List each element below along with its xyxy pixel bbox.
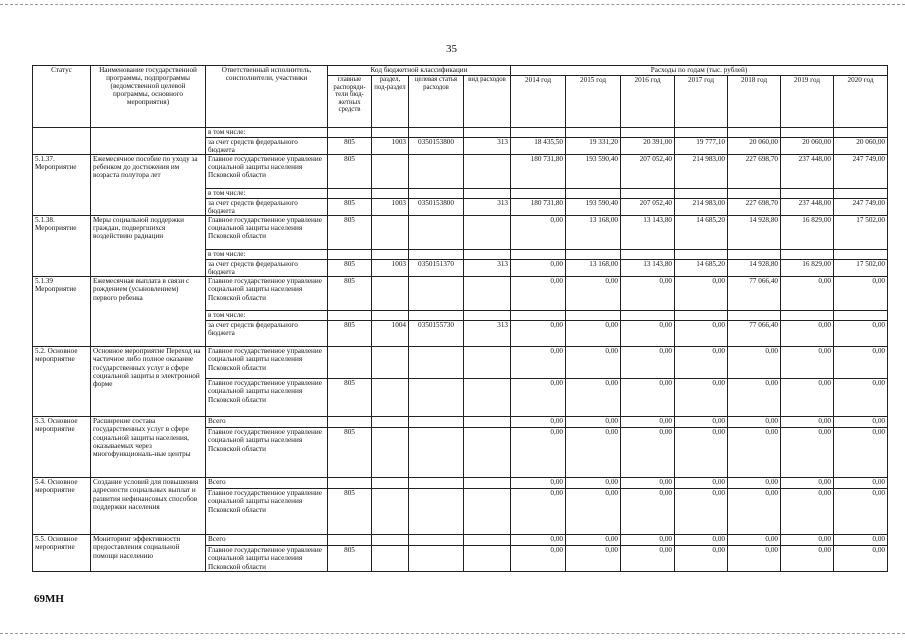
status-cell — [33, 128, 91, 155]
year-header: 2016 год — [621, 76, 675, 128]
amount-cell: 0,00 — [621, 321, 675, 347]
code-cell: 1003 — [372, 260, 409, 277]
code-cell — [464, 277, 511, 311]
amount-cell — [566, 250, 621, 260]
table-header-row — [33, 66, 888, 76]
amount-cell — [566, 189, 621, 199]
table-row — [33, 417, 888, 428]
code-cell — [464, 189, 511, 199]
code-cell — [372, 155, 409, 189]
table-row — [33, 347, 888, 379]
code-cell — [409, 277, 464, 311]
code-cell — [372, 489, 409, 535]
code-cell — [409, 417, 464, 428]
amount-cell: 0,00 — [834, 546, 888, 571]
amount-cell: 0,00 — [675, 417, 728, 428]
col-name-header: Наименование государственной программы, подпрограммы (ведомственной целевой программы, основного мероприятия) — [91, 66, 206, 128]
amount-cell: 0,00 — [566, 321, 621, 347]
amount-cell: 0,00 — [511, 546, 566, 571]
amount-cell: 0,00 — [511, 379, 566, 417]
amount-cell: 0,00 — [781, 535, 834, 546]
amount-cell: 0,00 — [728, 535, 781, 546]
amount-cell: 13 143,80 — [621, 260, 675, 277]
executor-cell: в том числе: — [206, 128, 328, 138]
footer-code: 69МН — [34, 593, 64, 605]
amount-cell: 0,00 — [511, 535, 566, 546]
executor-cell: в том числе: — [206, 250, 328, 260]
amount-cell — [621, 189, 675, 199]
amount-cell: 0,00 — [728, 379, 781, 417]
amount-cell: 0,00 — [511, 216, 566, 250]
code-cell — [372, 216, 409, 250]
amount-cell — [781, 311, 834, 321]
amount-cell: 20 060,00 — [781, 138, 834, 155]
amount-cell: 0,00 — [834, 535, 888, 546]
executor-cell: за счет средств федерального бюджета — [206, 138, 328, 155]
code-col-header: целевая статья расходов — [409, 76, 464, 128]
status-cell: 5.1.38. Мероприятие — [33, 216, 91, 277]
code-cell — [328, 311, 372, 321]
code-cell: 805 — [328, 199, 372, 216]
amount-cell: 0,00 — [621, 428, 675, 478]
name-cell: Мониторинг эффективности предоставления социальной помощи населению — [91, 535, 206, 571]
code-cell — [464, 216, 511, 250]
executor-cell: за счет средств федерального бюджета — [206, 260, 328, 277]
amount-cell: 0,00 — [834, 489, 888, 535]
amount-cell — [834, 189, 888, 199]
amount-cell: 14 928,80 — [728, 260, 781, 277]
amount-cell: 0,00 — [566, 489, 621, 535]
amount-cell: 0,00 — [728, 478, 781, 489]
code-cell — [372, 277, 409, 311]
year-header: 2014 год — [511, 76, 566, 128]
amount-cell: 0,00 — [675, 379, 728, 417]
status-cell: 5.4. Основное мероприятие — [33, 478, 91, 535]
code-cell — [409, 189, 464, 199]
amount-cell: 13 143,80 — [621, 216, 675, 250]
code-cell — [372, 347, 409, 379]
amount-cell: 16 829,00 — [781, 260, 834, 277]
amount-cell: 19 777,10 — [675, 138, 728, 155]
amount-cell: 0,00 — [675, 535, 728, 546]
code-cell — [372, 311, 409, 321]
amount-cell: 20 060,00 — [834, 138, 888, 155]
code-cell — [464, 250, 511, 260]
amount-cell: 214 983,00 — [675, 199, 728, 216]
table-row — [33, 478, 888, 489]
amount-cell — [511, 250, 566, 260]
amount-cell: 0,00 — [621, 417, 675, 428]
amount-cell — [834, 250, 888, 260]
table-row — [33, 535, 888, 546]
amount-cell: 247 749,00 — [834, 199, 888, 216]
amount-cell: 0,00 — [511, 277, 566, 311]
code-cell — [464, 311, 511, 321]
year-header: 2018 год — [728, 76, 781, 128]
amount-cell — [834, 311, 888, 321]
code-cell — [409, 489, 464, 535]
amount-cell: 0,00 — [781, 277, 834, 311]
amount-cell: 0,00 — [511, 489, 566, 535]
code-cell — [372, 478, 409, 489]
amount-cell: 207 052,40 — [621, 155, 675, 189]
amount-cell: 0,00 — [834, 379, 888, 417]
code-cell — [409, 428, 464, 478]
amount-cell: 0,00 — [621, 277, 675, 311]
code-cell: 805 — [328, 277, 372, 311]
amount-cell: 180 731,80 — [511, 155, 566, 189]
amount-cell: 0,00 — [511, 428, 566, 478]
amount-cell: 0,00 — [834, 277, 888, 311]
table-row — [33, 216, 888, 250]
amount-cell — [728, 311, 781, 321]
code-cell — [409, 379, 464, 417]
amount-cell — [675, 250, 728, 260]
code-cell — [464, 128, 511, 138]
amount-cell: 16 829,00 — [781, 216, 834, 250]
amount-cell: 0,00 — [675, 489, 728, 535]
status-cell: 5.1.37. Мероприятие — [33, 155, 91, 216]
executor-cell: за счет средств федерального бюджета — [206, 199, 328, 216]
code-col-header: вид расходов — [464, 76, 511, 128]
amount-cell — [675, 189, 728, 199]
code-cell — [464, 489, 511, 535]
amount-cell — [781, 128, 834, 138]
executor-cell: Главное государственное управление социальной защиты населения Псковской области — [206, 379, 328, 417]
code-cell: 313 — [464, 138, 511, 155]
code-cell — [409, 478, 464, 489]
code-cell: 805 — [328, 216, 372, 250]
code-cell: 805 — [328, 546, 372, 571]
code-cell: 805 — [328, 155, 372, 189]
executor-cell: Главное государственное управление социальной защиты населения Псковской области — [206, 546, 328, 571]
amount-cell — [675, 311, 728, 321]
amount-cell: 0,00 — [781, 379, 834, 417]
amount-cell: 0,00 — [675, 277, 728, 311]
amount-cell: 0,00 — [781, 546, 834, 571]
executor-cell: Главное государственное управление социальной защиты населения Псковской области — [206, 347, 328, 379]
executor-cell: Главное государственное управление социальной защиты населения Псковской области — [206, 428, 328, 478]
amount-cell: 227 698,70 — [728, 155, 781, 189]
amount-cell: 0,00 — [728, 347, 781, 379]
executor-cell: в том числе: — [206, 189, 328, 199]
amount-cell: 0,00 — [566, 417, 621, 428]
code-col-header: главные распоряди-тели бюд-жетных средств — [328, 76, 372, 128]
amount-cell: 0,00 — [728, 489, 781, 535]
code-cell — [464, 379, 511, 417]
code-cell — [372, 128, 409, 138]
scan-edge-bottom — [0, 633, 905, 634]
code-cell — [464, 428, 511, 478]
code-cell — [409, 216, 464, 250]
code-cell: 1003 — [372, 199, 409, 216]
code-cell: 313 — [464, 199, 511, 216]
code-cell — [372, 535, 409, 546]
amount-cell: 0,00 — [834, 428, 888, 478]
amount-cell — [781, 189, 834, 199]
amount-cell — [511, 128, 566, 138]
amount-cell: 0,00 — [834, 417, 888, 428]
amount-cell: 0,00 — [781, 489, 834, 535]
amount-cell: 77 066,40 — [728, 277, 781, 311]
year-header: 2017 год — [675, 76, 728, 128]
code-cell — [409, 311, 464, 321]
executor-cell: Всего — [206, 478, 328, 489]
amount-cell — [621, 250, 675, 260]
amount-cell: 0,00 — [675, 428, 728, 478]
expense-group-header: Расходы по годам (тыс. рублей) — [511, 66, 888, 76]
code-cell — [372, 189, 409, 199]
code-cell: 1003 — [372, 138, 409, 155]
code-cell: 805 — [328, 260, 372, 277]
amount-cell: 0,00 — [566, 478, 621, 489]
amount-cell: 237 448,00 — [781, 155, 834, 189]
amount-cell: 20 060,00 — [728, 138, 781, 155]
year-header: 2019 год — [781, 76, 834, 128]
executor-cell: Главное государственное управление социальной защиты населения Псковской области — [206, 155, 328, 189]
name-cell: Создание условий для повышения адресности социальных выплат и развития нефинансовых способов поддержки населения — [91, 478, 206, 535]
budget-table — [32, 65, 888, 572]
amount-cell: 0,00 — [781, 321, 834, 347]
code-cell — [464, 546, 511, 571]
code-cell — [409, 128, 464, 138]
amount-cell: 0,00 — [511, 347, 566, 379]
amount-cell: 0,00 — [834, 478, 888, 489]
amount-cell: 0,00 — [781, 478, 834, 489]
table-row — [33, 277, 888, 311]
executor-cell: Главное государственное управление социальной защиты населения Псковской области — [206, 277, 328, 311]
executor-cell: Всего — [206, 535, 328, 546]
amount-cell — [728, 128, 781, 138]
code-cell — [372, 546, 409, 571]
amount-cell: 14 928,80 — [728, 216, 781, 250]
amount-cell: 237 448,00 — [781, 199, 834, 216]
amount-cell: 207 052,40 — [621, 199, 675, 216]
code-cell — [328, 535, 372, 546]
amount-cell: 0,00 — [781, 417, 834, 428]
amount-cell: 247 749,00 — [834, 155, 888, 189]
name-cell: Ежемесячная выплата в связи с рождением (усыновлением) первого ребенка — [91, 277, 206, 347]
code-cell — [372, 428, 409, 478]
amount-cell: 0,00 — [728, 417, 781, 428]
amount-cell — [621, 311, 675, 321]
amount-cell: 0,00 — [781, 428, 834, 478]
amount-cell: 193 590,40 — [566, 155, 621, 189]
code-cell — [372, 379, 409, 417]
code-cell — [409, 546, 464, 571]
amount-cell — [566, 128, 621, 138]
amount-cell — [621, 128, 675, 138]
code-cell: 1004 — [372, 321, 409, 347]
executor-cell: Главное государственное управление социальной защиты населения Псковской области — [206, 216, 328, 250]
code-cell — [372, 250, 409, 260]
status-cell: 5.5. Основное мероприятие — [33, 535, 91, 571]
code-cell — [409, 535, 464, 546]
code-cell: 805 — [328, 321, 372, 347]
amount-cell: 0,00 — [834, 347, 888, 379]
amount-cell: 0,00 — [511, 478, 566, 489]
code-cell: 805 — [328, 138, 372, 155]
code-cell: 0350153800 — [409, 199, 464, 216]
amount-cell: 0,00 — [566, 277, 621, 311]
col-executor-header: Ответственный исполнитель, соисполнители, участники — [206, 66, 328, 128]
status-cell: 5.1.39 Мероприятие — [33, 277, 91, 347]
code-cell: 313 — [464, 321, 511, 347]
amount-cell — [728, 250, 781, 260]
amount-cell: 227 698,70 — [728, 199, 781, 216]
status-cell: 5.3. Основное мероприятие — [33, 417, 91, 478]
code-cell: 0350151370 — [409, 260, 464, 277]
amount-cell: 0,00 — [675, 321, 728, 347]
amount-cell: 0,00 — [834, 321, 888, 347]
code-col-header: раздел, под-раздел — [372, 76, 409, 128]
col-status-header: Статус — [33, 66, 91, 128]
amount-cell: 0,00 — [675, 347, 728, 379]
code-cell — [464, 155, 511, 189]
amount-cell — [566, 311, 621, 321]
code-cell — [464, 478, 511, 489]
amount-cell: 0,00 — [675, 478, 728, 489]
code-cell — [328, 189, 372, 199]
amount-cell: 0,00 — [566, 347, 621, 379]
amount-cell: 0,00 — [621, 347, 675, 379]
code-cell: 805 — [328, 489, 372, 535]
amount-cell: 0,00 — [675, 546, 728, 571]
code-cell — [328, 347, 372, 379]
executor-cell: Главное государственное управление социальной защиты населения Псковской области — [206, 489, 328, 535]
code-cell — [464, 347, 511, 379]
amount-cell: 14 685,20 — [675, 260, 728, 277]
code-cell: 0350153800 — [409, 138, 464, 155]
amount-cell: 14 685,20 — [675, 216, 728, 250]
amount-cell: 180 731,80 — [511, 199, 566, 216]
code-cell — [464, 417, 511, 428]
code-cell — [328, 128, 372, 138]
table-row — [33, 155, 888, 189]
year-header: 2015 год — [566, 76, 621, 128]
amount-cell: 0,00 — [728, 546, 781, 571]
amount-cell: 0,00 — [621, 546, 675, 571]
amount-cell: 20 391,00 — [621, 138, 675, 155]
amount-cell: 0,00 — [511, 417, 566, 428]
amount-cell: 18 435,50 — [511, 138, 566, 155]
amount-cell — [675, 128, 728, 138]
executor-cell: за счет средств федерального бюджета — [206, 321, 328, 347]
code-cell: 805 — [328, 379, 372, 417]
amount-cell — [511, 311, 566, 321]
year-header: 2020 год — [834, 76, 888, 128]
amount-cell: 214 983,00 — [675, 155, 728, 189]
executor-cell: Всего — [206, 417, 328, 428]
amount-cell — [834, 128, 888, 138]
code-cell — [409, 250, 464, 260]
code-cell — [409, 347, 464, 379]
code-cell — [328, 250, 372, 260]
status-cell: 5.2. Основное мероприятие — [33, 347, 91, 417]
amount-cell: 77 066,40 — [728, 321, 781, 347]
table-body — [33, 128, 888, 572]
amount-cell: 0,00 — [511, 260, 566, 277]
amount-cell: 0,00 — [621, 478, 675, 489]
table-row — [33, 128, 888, 138]
amount-cell: 0,00 — [566, 535, 621, 546]
amount-cell: 0,00 — [511, 321, 566, 347]
name-cell: Основное мероприятие Переход на частичное либо полное оказание государственных услуг в сфере социальной защиты в электронной форме — [91, 347, 206, 417]
amount-cell: 193 590,40 — [566, 199, 621, 216]
code-cell — [409, 155, 464, 189]
amount-cell: 0,00 — [621, 489, 675, 535]
code-cell — [328, 417, 372, 428]
name-cell: Ежемесячное пособие по уходу за ребенком до достижения им возраста полутора лет — [91, 155, 206, 216]
amount-cell: 17 502,00 — [834, 260, 888, 277]
name-cell: Меры социальной поддержки граждан, подвергшихся воздействию радиации — [91, 216, 206, 277]
code-cell — [464, 535, 511, 546]
code-cell — [372, 417, 409, 428]
scan-edge-top — [0, 4, 905, 5]
amount-cell: 0,00 — [566, 379, 621, 417]
amount-cell: 0,00 — [781, 347, 834, 379]
amount-cell: 13 168,00 — [566, 260, 621, 277]
amount-cell: 17 502,00 — [834, 216, 888, 250]
name-cell: Расширение состава государственных услуг в сфере социальной защиты населения, оказываемых через многофункциональ-ные центры — [91, 417, 206, 478]
amount-cell: 0,00 — [566, 428, 621, 478]
code-cell: 0350155730 — [409, 321, 464, 347]
code-cell: 805 — [328, 428, 372, 478]
amount-cell: 13 168,00 — [566, 216, 621, 250]
code-cell: 313 — [464, 260, 511, 277]
amount-cell: 0,00 — [621, 379, 675, 417]
name-cell — [91, 128, 206, 155]
executor-cell: в том числе: — [206, 311, 328, 321]
amount-cell — [728, 189, 781, 199]
code-cell — [328, 478, 372, 489]
amount-cell: 0,00 — [566, 546, 621, 571]
amount-cell — [511, 189, 566, 199]
amount-cell: 0,00 — [728, 428, 781, 478]
page-number: 35 — [446, 43, 457, 55]
amount-cell — [781, 250, 834, 260]
amount-cell: 0,00 — [621, 535, 675, 546]
amount-cell: 19 331,20 — [566, 138, 621, 155]
code-group-header: Код бюджетной классификации — [328, 66, 511, 76]
